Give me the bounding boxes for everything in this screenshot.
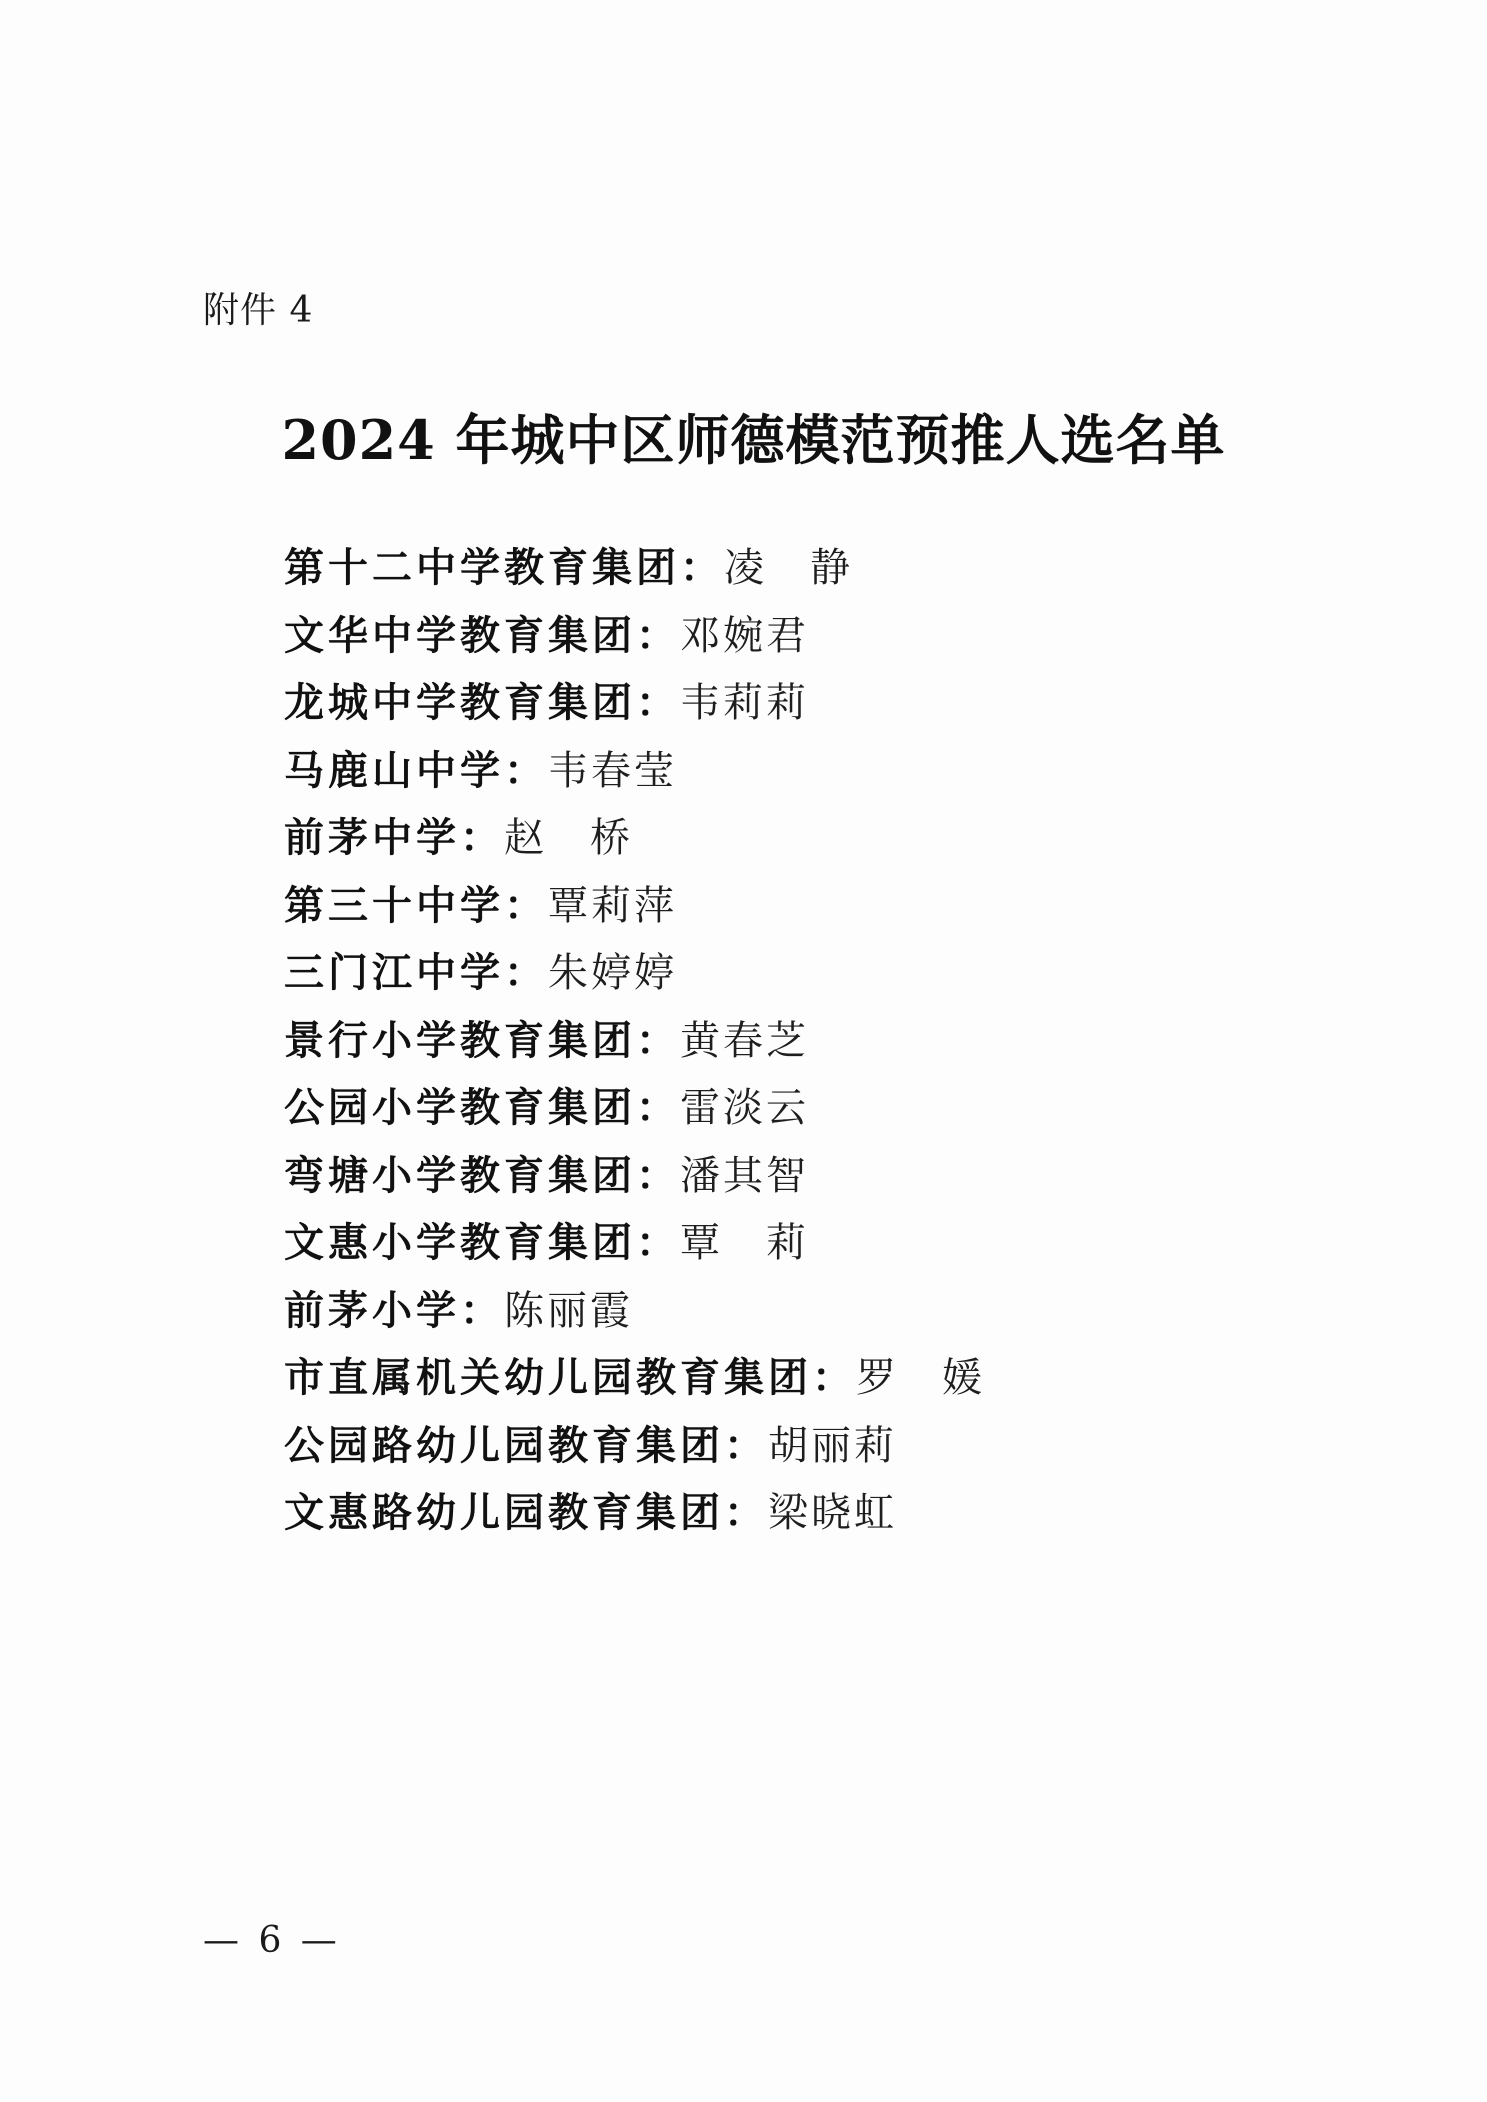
document-title: 2024 年城中区师德模范预推人选名单 [281, 408, 1226, 472]
unit-name: 三门江中学： [284, 949, 548, 996]
nominee-list [284, 538, 985, 1551]
unit-name: 公园路幼儿园教育集团： [284, 1421, 768, 1469]
person-name: 韦春莹 [548, 747, 677, 794]
list-item [284, 1213, 985, 1281]
list-item [284, 943, 985, 1011]
unit-name: 文华中学教育集团： [284, 611, 680, 659]
unit-name: 龙城中学教育集团： [284, 679, 680, 726]
attachment-label: 附件 4 [203, 290, 314, 331]
list-item [284, 876, 985, 944]
person-name: 覃莉萍 [548, 882, 677, 929]
person-name: 陈丽霞 [504, 1287, 633, 1334]
person-name: 胡丽莉 [768, 1422, 897, 1469]
unit-name: 第十二中学教育集团： [284, 544, 724, 591]
person-name: 雷淡云 [680, 1085, 809, 1131]
page-number: — 6 — [203, 1920, 341, 1961]
list-item [284, 606, 985, 674]
list-item [284, 1483, 985, 1551]
person-name: 罗 媛 [856, 1355, 985, 1401]
person-name: 凌 静 [724, 545, 853, 591]
person-name: 赵 桥 [504, 815, 633, 861]
unit-name: 文惠小学教育集团： [284, 1219, 680, 1266]
person-name: 韦莉莉 [680, 680, 809, 726]
list-item [284, 673, 985, 741]
list-item [284, 538, 985, 606]
unit-name: 前茅小学： [284, 1286, 504, 1334]
list-item [284, 1416, 985, 1484]
person-name: 梁晓虹 [768, 1490, 897, 1536]
person-name: 邓婉君 [680, 612, 809, 659]
person-name: 覃 莉 [680, 1220, 809, 1266]
list-item [284, 741, 985, 809]
list-item [284, 1348, 985, 1416]
person-name: 黄春芝 [680, 1017, 809, 1064]
unit-name: 弯塘小学教育集团： [284, 1151, 680, 1199]
unit-name: 第三十中学： [284, 881, 548, 929]
list-item [284, 808, 985, 876]
person-name: 朱婷婷 [548, 950, 677, 996]
list-item [284, 1146, 985, 1214]
unit-name: 景行小学教育集团： [284, 1016, 680, 1064]
unit-name: 市直属机关幼儿园教育集团： [284, 1354, 856, 1401]
person-name: 潘其智 [680, 1152, 809, 1199]
unit-name: 马鹿山中学： [284, 746, 548, 794]
unit-name: 文惠路幼儿园教育集团： [284, 1489, 768, 1536]
list-item [284, 1281, 985, 1349]
unit-name: 前茅中学： [284, 814, 504, 861]
unit-name: 公园小学教育集团： [284, 1084, 680, 1131]
list-item [284, 1078, 985, 1146]
list-item [284, 1011, 985, 1079]
